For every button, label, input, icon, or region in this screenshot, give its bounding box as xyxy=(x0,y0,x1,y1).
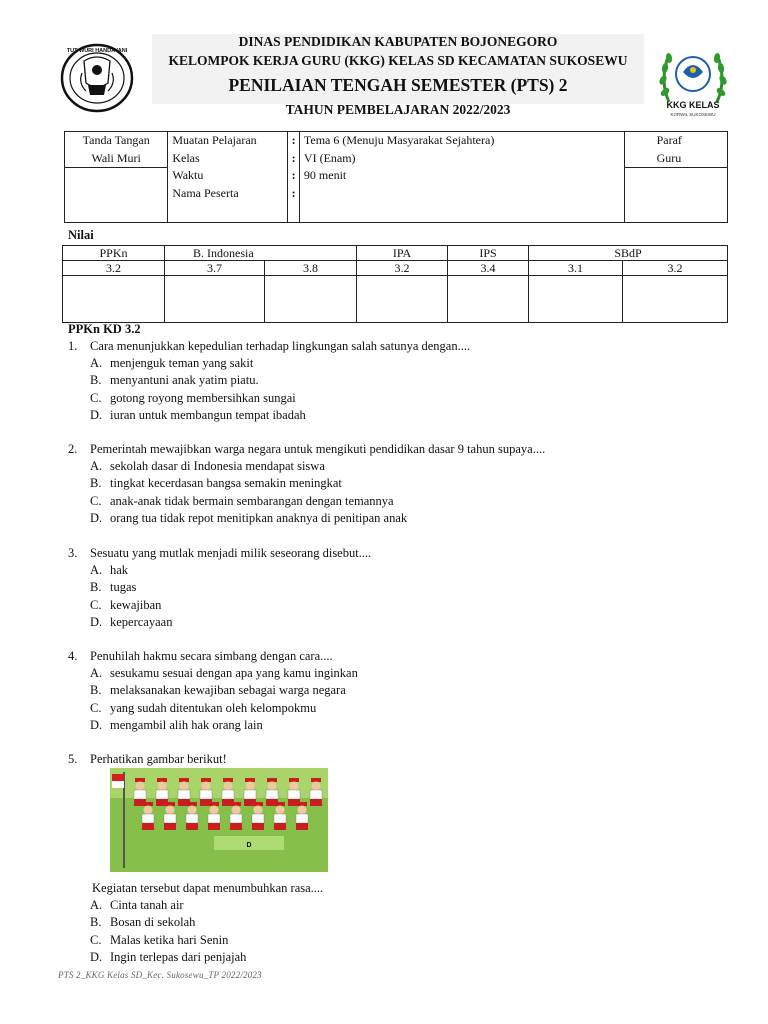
option-a[interactable]: A. hak xyxy=(90,563,129,578)
option-c[interactable]: C. gotong royong membersihkan sungai xyxy=(90,390,296,405)
option-d[interactable]: D. Ingin terlepas dari penjajah xyxy=(90,949,247,964)
grades-label: Nilai xyxy=(68,228,94,242)
option-c[interactable]: C. anak-anak tidak bermain sembarangan dengan temannya xyxy=(90,493,394,508)
option-d[interactable]: D. mengambil alih hak orang lain xyxy=(90,717,263,732)
option-a[interactable]: A. menjenguk teman yang sakit xyxy=(90,356,254,371)
paraf-header: Paraf Guru xyxy=(624,132,727,168)
question-text: Cara menunjukkan kepedulian terhadap lingkungan salah satunya dengan.... xyxy=(90,339,471,353)
option-c[interactable]: C. kewajiban xyxy=(90,597,162,612)
option-b[interactable]: B. tingkat kecerdasan bangsa semakin meningkat xyxy=(90,476,342,491)
section-title: PPKn KD 3.2 xyxy=(68,322,141,336)
option-d[interactable]: D. iuran untuk membangun tempat ibadah xyxy=(90,407,306,422)
header-line-2: KELOMPOK KERJA GURU (KKG) KELAS SD KECAMATAN SUKOSEWU xyxy=(168,53,628,68)
kd-cell: 3.4 xyxy=(448,261,529,276)
flag-ceremony-picture xyxy=(110,768,328,872)
header-line-1: DINAS PENDIDIKAN KABUPATEN BOJONEGORO xyxy=(238,34,558,49)
option-d[interactable]: D. orang tua tidak repot menitipkan anaknya di penitipan anak xyxy=(90,510,408,525)
kd-cell: 3.1 xyxy=(529,261,623,276)
option-b[interactable]: B. Bosan di sekolah xyxy=(90,915,196,930)
class-value: VI (Enam) xyxy=(303,150,356,165)
option-b[interactable]: B. tugas xyxy=(90,580,137,595)
subject-ppkn: PPKn xyxy=(63,246,165,261)
grades-table xyxy=(62,245,728,323)
question-number: 5. xyxy=(68,752,78,766)
question-number: 2. xyxy=(68,442,78,456)
option-b[interactable]: B. melaksanakan kewajiban sebagai warga negara xyxy=(90,683,346,698)
option-c[interactable]: C. Malas ketika hari Senin xyxy=(90,932,229,947)
kd-cell: 3.2 xyxy=(623,261,728,276)
right-logo-subtext: KORWIL SUKOSEWU xyxy=(670,112,716,117)
question-3 xyxy=(68,545,728,631)
score-cell[interactable] xyxy=(357,276,448,323)
score-cell[interactable] xyxy=(63,276,165,323)
tut-wuri-handayani-logo xyxy=(60,43,134,113)
header-line-3: PENILAIAN TENGAH SEMESTER (PTS) 2 xyxy=(228,75,568,95)
subject-value: Tema 6 (Menuju Masyarakat Sejahtera) xyxy=(303,133,495,147)
paraf-box[interactable] xyxy=(624,168,727,223)
option-c[interactable]: C. yang sudah ditentukan oleh kelompokmu xyxy=(90,700,317,715)
option-b[interactable]: B. menyantuni anak yatim piatu. xyxy=(90,373,259,388)
signature-header: Tanda Tangan Wali Muri xyxy=(65,132,168,168)
option-a[interactable]: A. sekolah dasar di Indonesia mendapat siswa xyxy=(90,459,325,474)
subject-bindonesia: B. Indonesia xyxy=(165,246,357,261)
header xyxy=(152,34,644,117)
score-cell[interactable] xyxy=(448,276,529,323)
signature-box[interactable] xyxy=(65,168,168,223)
subject-sbdp: SBdP xyxy=(529,246,728,261)
question-text: Sesuatu yang mutlak menjadi milik seseorang disebut.... xyxy=(90,546,372,560)
option-a[interactable]: A. sesukamu sesuai dengan apa yang kamu inginkan xyxy=(90,666,358,681)
option-d[interactable]: D. kepercayaan xyxy=(90,614,173,629)
question-number: 3. xyxy=(68,546,78,560)
question-1 xyxy=(68,338,728,424)
field-colons: : : : : xyxy=(288,132,299,223)
footer: PTS 2_KKG Kelas SD_Kec. Sukosewu_TP 2022/2023 xyxy=(58,970,262,980)
left-logo-text: TUT WURI HANDAYANI xyxy=(66,48,128,54)
subject-ips: IPS xyxy=(448,246,529,261)
field-values xyxy=(299,132,624,223)
kd-cell: 3.2 xyxy=(357,261,448,276)
kkg-logo xyxy=(655,44,731,120)
info-table xyxy=(64,131,728,223)
question-number: 4. xyxy=(68,649,78,663)
question-followup: Kegiatan tersebut dapat menumbuhkan rasa.... xyxy=(92,881,324,895)
option-a[interactable]: A. Cinta tanah air xyxy=(90,898,184,913)
kd-cell: 3.2 xyxy=(63,261,165,276)
header-line-4: TAHUN PEMBELAJARAN 2022/2023 xyxy=(285,102,511,117)
right-logo-text: KKG KELAS xyxy=(666,100,720,110)
score-cell[interactable] xyxy=(265,276,357,323)
question-text: Perhatikan gambar berikut! xyxy=(90,752,227,766)
question-text: Penuhilah hakmu secara simbang dengan cara.... xyxy=(90,649,333,663)
field-labels: Muatan Pelajaran Kelas Waktu Nama Peserta xyxy=(168,132,288,223)
question-4 xyxy=(68,648,728,734)
subject-ipa: IPA xyxy=(357,246,448,261)
score-cell[interactable] xyxy=(165,276,265,323)
time-value: 90 menit xyxy=(303,168,347,182)
picture-caption: D xyxy=(246,842,252,849)
question-number: 1. xyxy=(68,339,78,353)
score-cell[interactable] xyxy=(623,276,728,323)
score-cell[interactable] xyxy=(529,276,623,323)
participant-name-value xyxy=(304,185,620,202)
question-5-options xyxy=(90,880,323,966)
question-text: Pemerintah mewajibkan warga negara untuk mengikuti pendidikan dasar 9 tahun supaya.... xyxy=(90,442,546,456)
question-5 xyxy=(68,751,728,768)
kd-cell: 3.7 xyxy=(165,261,265,276)
kd-cell: 3.8 xyxy=(265,261,357,276)
question-2 xyxy=(68,441,728,527)
